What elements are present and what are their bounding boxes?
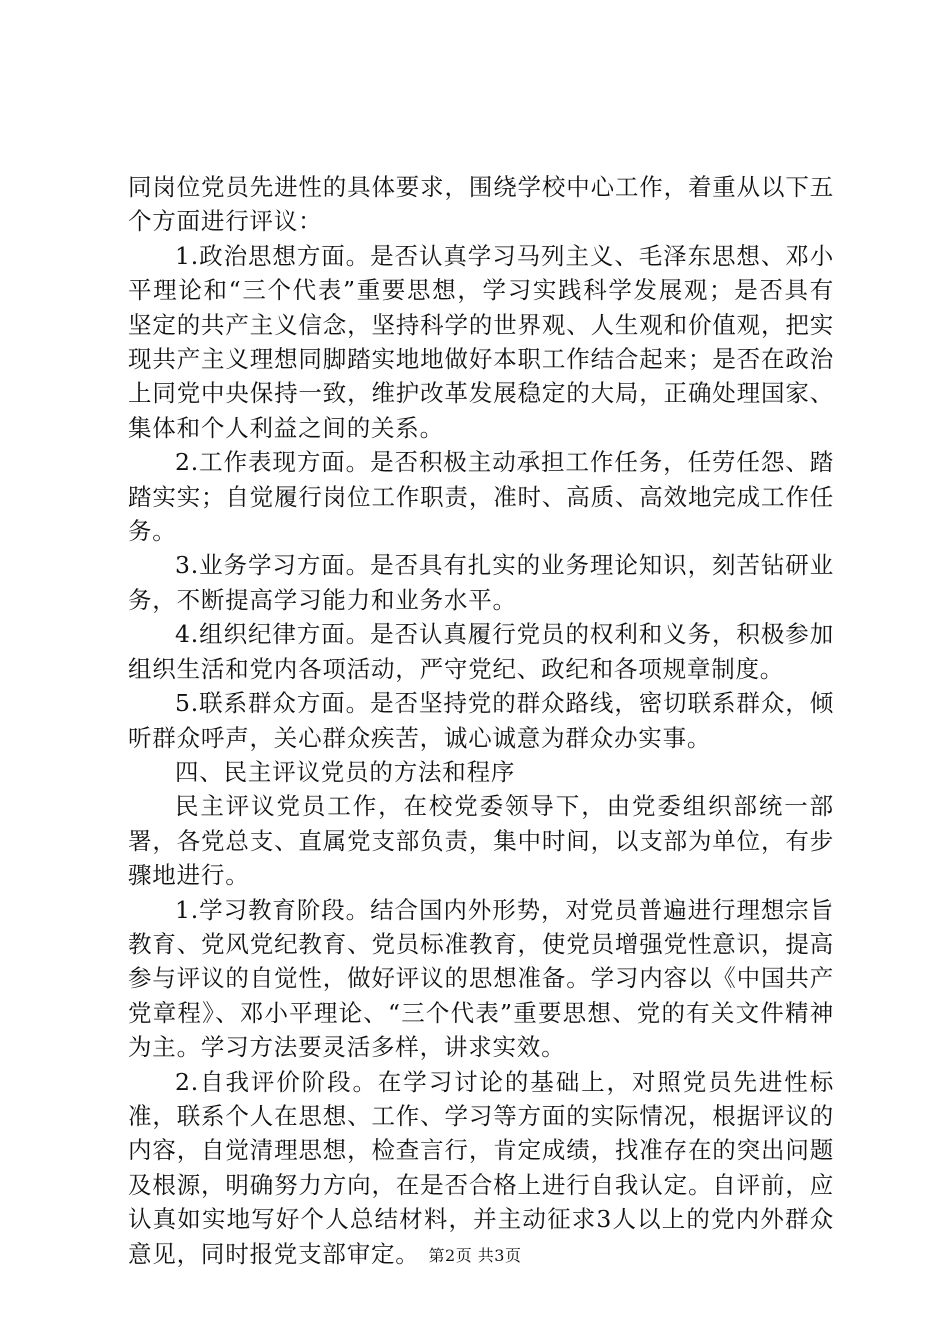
paragraph-self-evaluation-stage: 2.自我评价阶段。在学习讨论的基础上，对照党员先进性标准，联系个人在思想、工作、学习等方面的实际情况，根据评议的内容，自觉清理思想，检查言行，肯定成绩，找准存在的突出问题及根源，明确努力方向，在是否合格上进行自我认定。自评前，应认真如实地写好个人总结材料，并主动征求3人以上的党内外群众意见，同时报党支部审定。 (128, 1067, 834, 1268)
document-body (128, 170, 834, 1271)
page-footer (0, 1246, 950, 1266)
paragraph-work-performance: 2.工作表现方面。是否积极主动承担工作任务，任劳任怨、踏踏实实；自觉履行岗位工作职责，准时、高质、高效地完成工作任务。 (128, 448, 834, 546)
paragraph-organizational-discipline: 4.组织纪律方面。是否认真履行党员的权利和义务，积极参加组织生活和党内各项活动，严守党纪、政纪和各项规章制度。 (128, 620, 834, 683)
paragraph-study-education-stage: 1.学习教育阶段。结合国内外形势，对党员普遍进行理想宗旨教育、党风党纪教育、党员标准教育，使党员增强党性意识，提高参与评议的自觉性，做好评议的思想准备。学习内容以《中国共产党章程》、邓小平理论、“三个代表”重要思想、党的有关文件精神为主。学习方法要灵活多样，讲求实效。 (128, 895, 834, 1062)
section-heading-methods: 四、民主评议党员的方法和程序 (175, 757, 516, 786)
page-number-label: 第2页 共3页 (428, 1246, 522, 1265)
paragraph-evaluation-overview: 民主评议党员工作，在校党委领导下，由党委组织部统一部署，各党总支、直属党支部负责，集中时间，以支部为单位，有步骤地进行。 (128, 792, 834, 890)
paragraph-professional-study: 3.业务学习方面。是否具有扎实的业务理论知识，刻苦钻研业务，不断提高学习能力和业务水平。 (128, 551, 834, 614)
paragraph-intro-continued: 同岗位党员先进性的具体要求，围绕学校中心工作，着重从以下五个方面进行评议： (128, 173, 834, 236)
paragraph-mass-connection: 5.联系群众方面。是否坚持党的群众路线，密切联系群众，倾听群众呼声，关心群众疾苦，诚心诚意为群众办实事。 (128, 689, 834, 752)
paragraph-political-thought: 1.政治思想方面。是否认真学习马列主义、毛泽东思想、邓小平理论和“三个代表”重要思想，学习实践科学发展观；是否具有坚定的共产主义信念，坚持科学的世界观、人生观和价值观，把实现共产主义理想同脚踏实地地做好本职工作结合起来；是否在政治上同党中央保持一致，维护改革发展稳定的大局，正确处理国家、集体和个人利益之间的关系。 (128, 241, 834, 442)
